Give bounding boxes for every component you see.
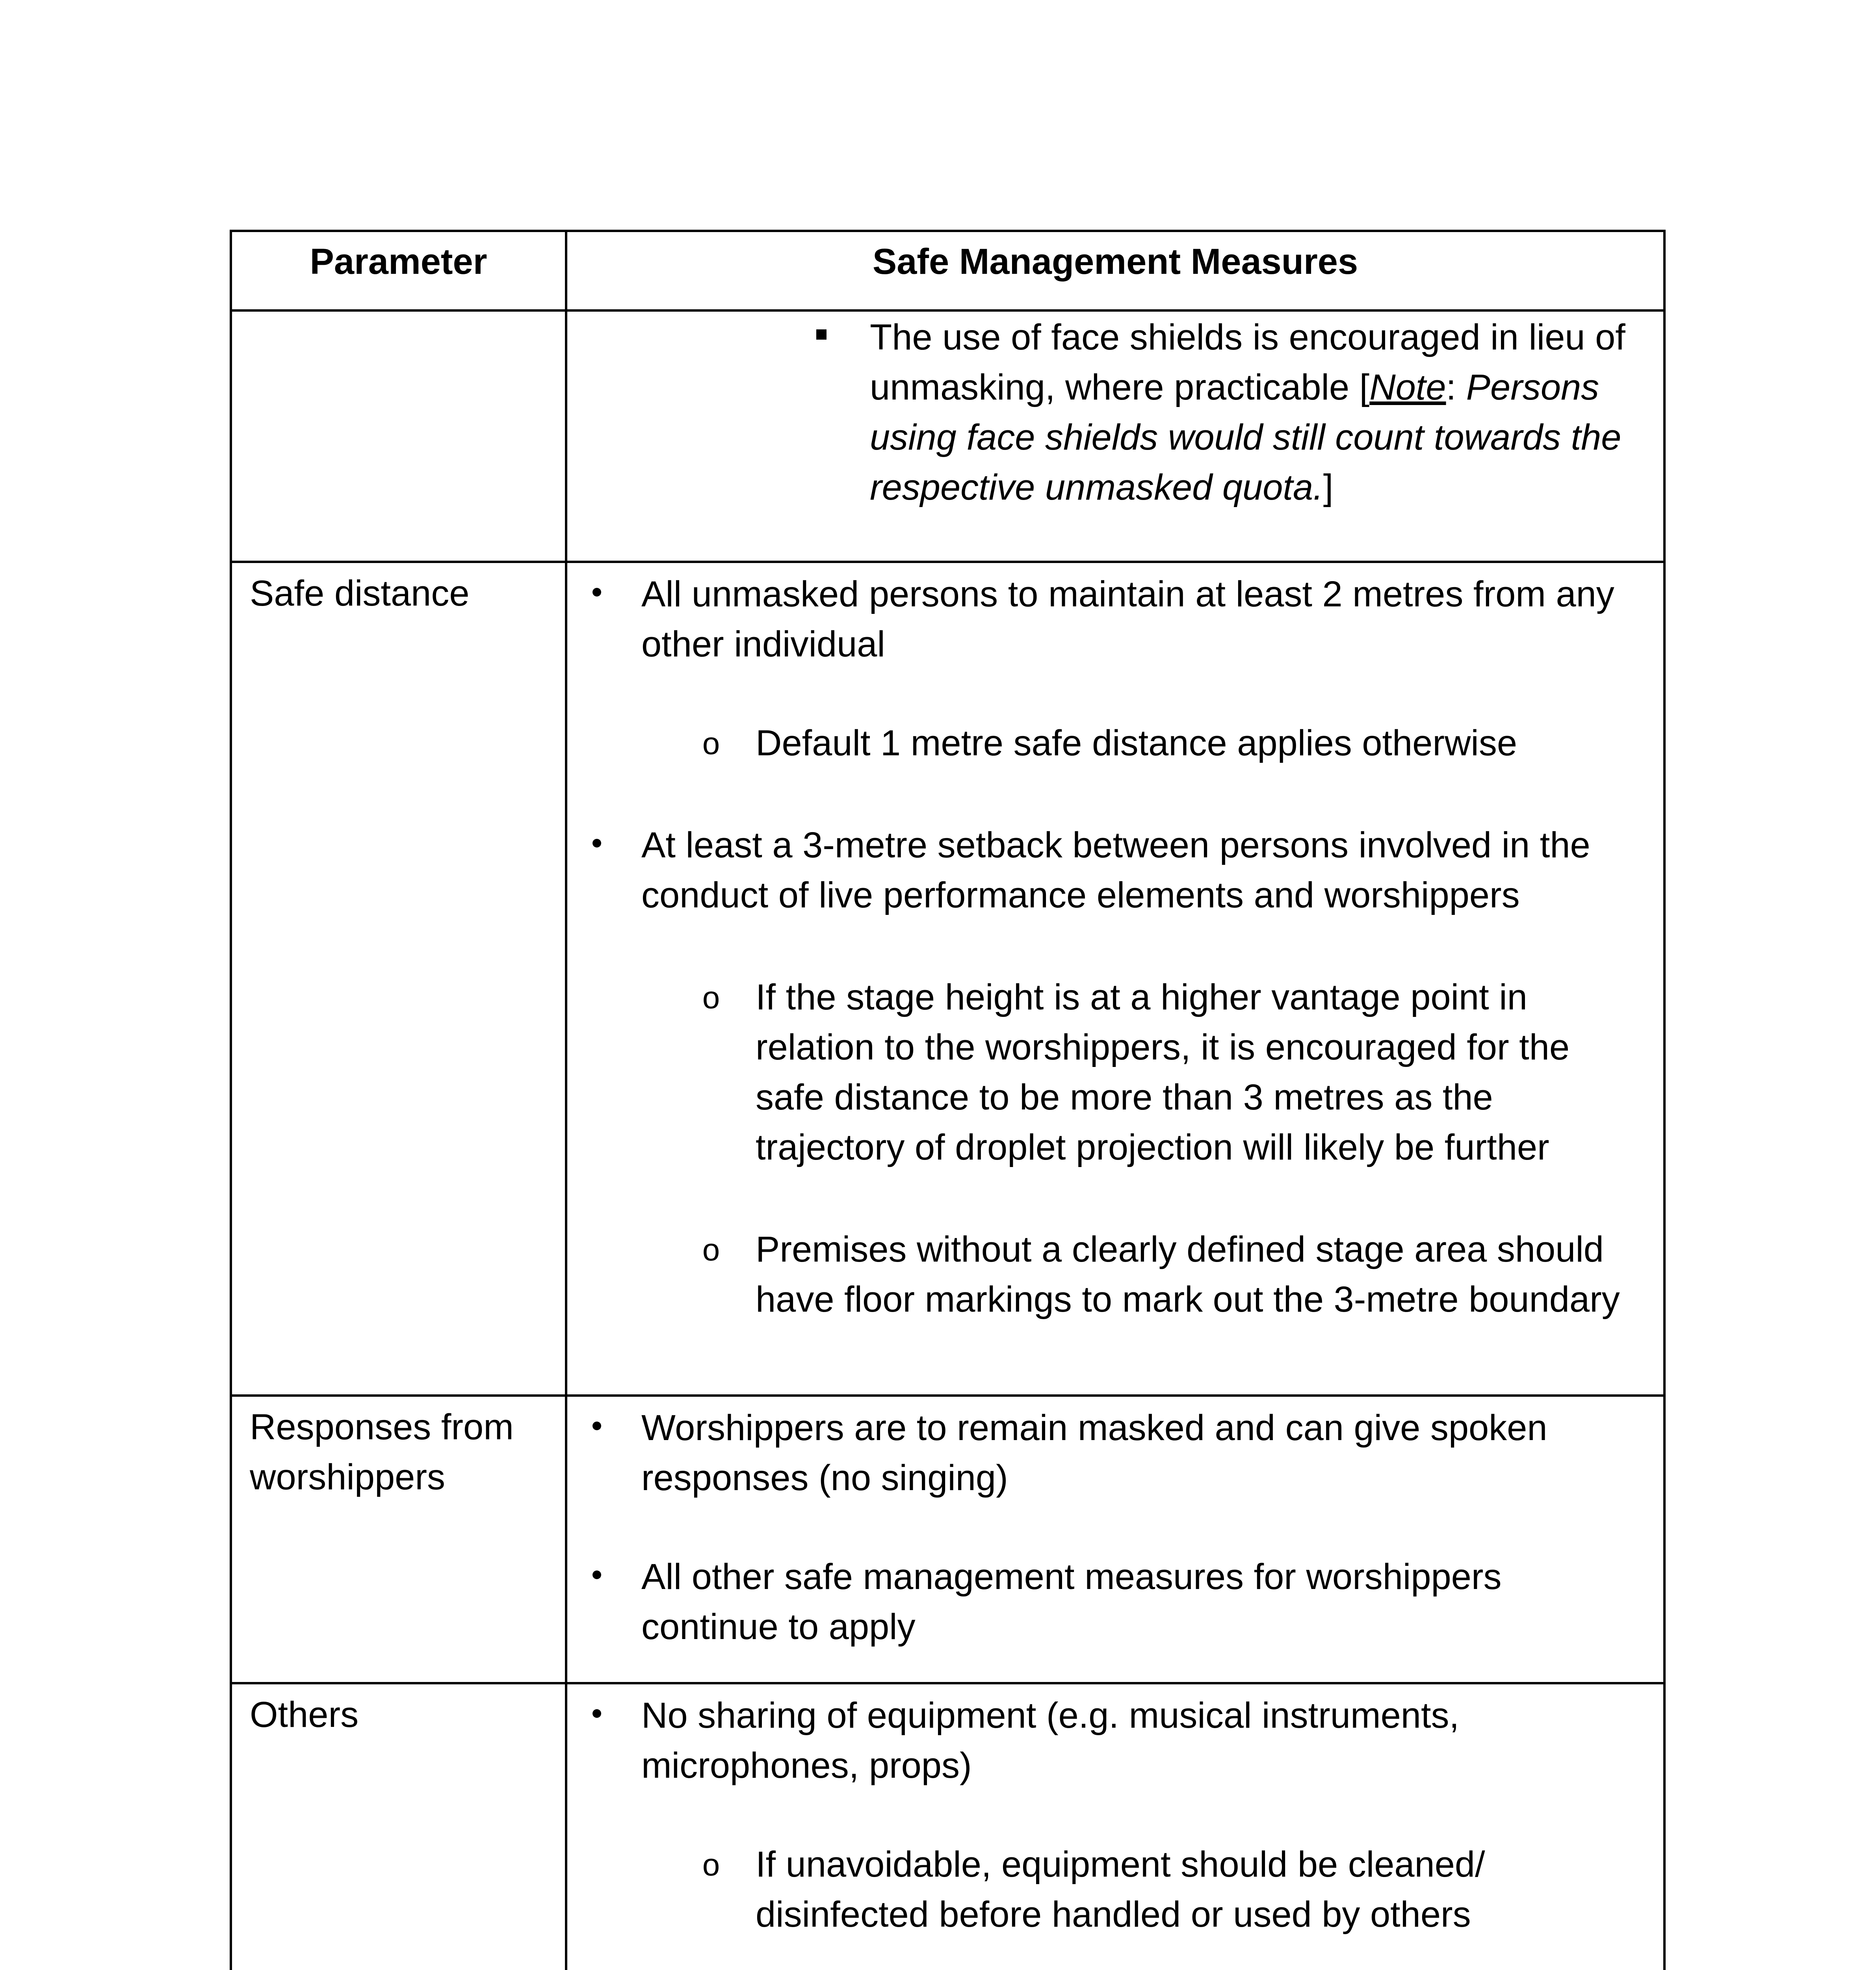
list-item (567, 1225, 1648, 1325)
item-text: At least a 3-metre setback between persons involved in the conduct of live performance elements and worshippers (641, 825, 1590, 915)
param-label: Safe distance (250, 573, 470, 613)
note-close: ] (1323, 467, 1334, 507)
measures-cell (566, 310, 1664, 562)
list-item (567, 1840, 1648, 1940)
header-measures-label: Safe Management Measures (872, 242, 1358, 282)
list-item (567, 312, 1632, 513)
note-colon: : (1446, 367, 1456, 407)
bullet-icon (585, 569, 609, 619)
item-text: Worshippers are to remain masked and can give spoken responses (no singing) (641, 1408, 1547, 1498)
bullet-icon (585, 1552, 609, 1602)
safe-management-table (230, 230, 1666, 1970)
circle-bullet-icon: o (702, 1847, 720, 1882)
item-text: All unmasked persons to maintain at least 2 metres from any other individual (641, 574, 1614, 664)
table-row-others (231, 1683, 1664, 1970)
list-item (567, 718, 1648, 768)
bullet-icon (585, 820, 609, 870)
item-text: If the stage height is at a higher vantage point in relation to the worshippers, it is encouraged for the safe distance to be more than 3 metres as the trajectory of droplet projection will likely be further (756, 977, 1570, 1167)
param-label: Responses from worshippers (250, 1407, 514, 1497)
note-text: Persons using face shields would still count towards the respective unmasked quota. (870, 367, 1622, 507)
table-header-row (231, 231, 1664, 310)
list-item (567, 1403, 1648, 1503)
item-text: Premises without a clearly defined stage area should have floor markings to mark out the 3-metre boundary (756, 1229, 1620, 1320)
header-parameter (231, 231, 566, 310)
param-cell (231, 562, 566, 1396)
measures-cell (566, 562, 1664, 1396)
bullet-icon (585, 1403, 609, 1453)
table-row-responses (231, 1396, 1664, 1683)
item-text: The use of face shields is encouraged in lieu of unmasking, where practicable [ (870, 317, 1625, 407)
item-text: If unavoidable, equipment should be cleaned/ disinfected before handled or used by others (756, 1844, 1485, 1935)
item-text: Default 1 metre safe distance applies otherwise (756, 723, 1518, 763)
table-row-continuation (231, 310, 1664, 562)
param-label: Others (250, 1695, 359, 1735)
list-item (567, 972, 1648, 1173)
list-item (567, 1552, 1648, 1652)
circle-bullet-icon: o (702, 980, 720, 1015)
param-cell (231, 1396, 566, 1683)
list-item (567, 569, 1648, 669)
item-text: No sharing of equipment (e.g. musical instruments, microphones, props) (641, 1695, 1460, 1786)
header-measures (566, 231, 1664, 310)
list-item (567, 1691, 1648, 1791)
param-cell (231, 1683, 566, 1970)
table-row-safe-distance (231, 562, 1664, 1396)
note-label: Note (1369, 367, 1446, 407)
measures-cell (566, 1396, 1664, 1683)
list-item (567, 820, 1648, 920)
circle-bullet-icon: o (702, 1232, 720, 1267)
item-text: All other safe management measures for worshippers continue to apply (641, 1557, 1502, 1647)
circle-bullet-icon: o (702, 726, 720, 761)
header-parameter-label: Parameter (310, 242, 487, 282)
param-cell-empty (231, 310, 566, 562)
bullet-icon (585, 1691, 609, 1741)
measures-cell (566, 1683, 1664, 1970)
square-bullet-icon (810, 312, 833, 362)
